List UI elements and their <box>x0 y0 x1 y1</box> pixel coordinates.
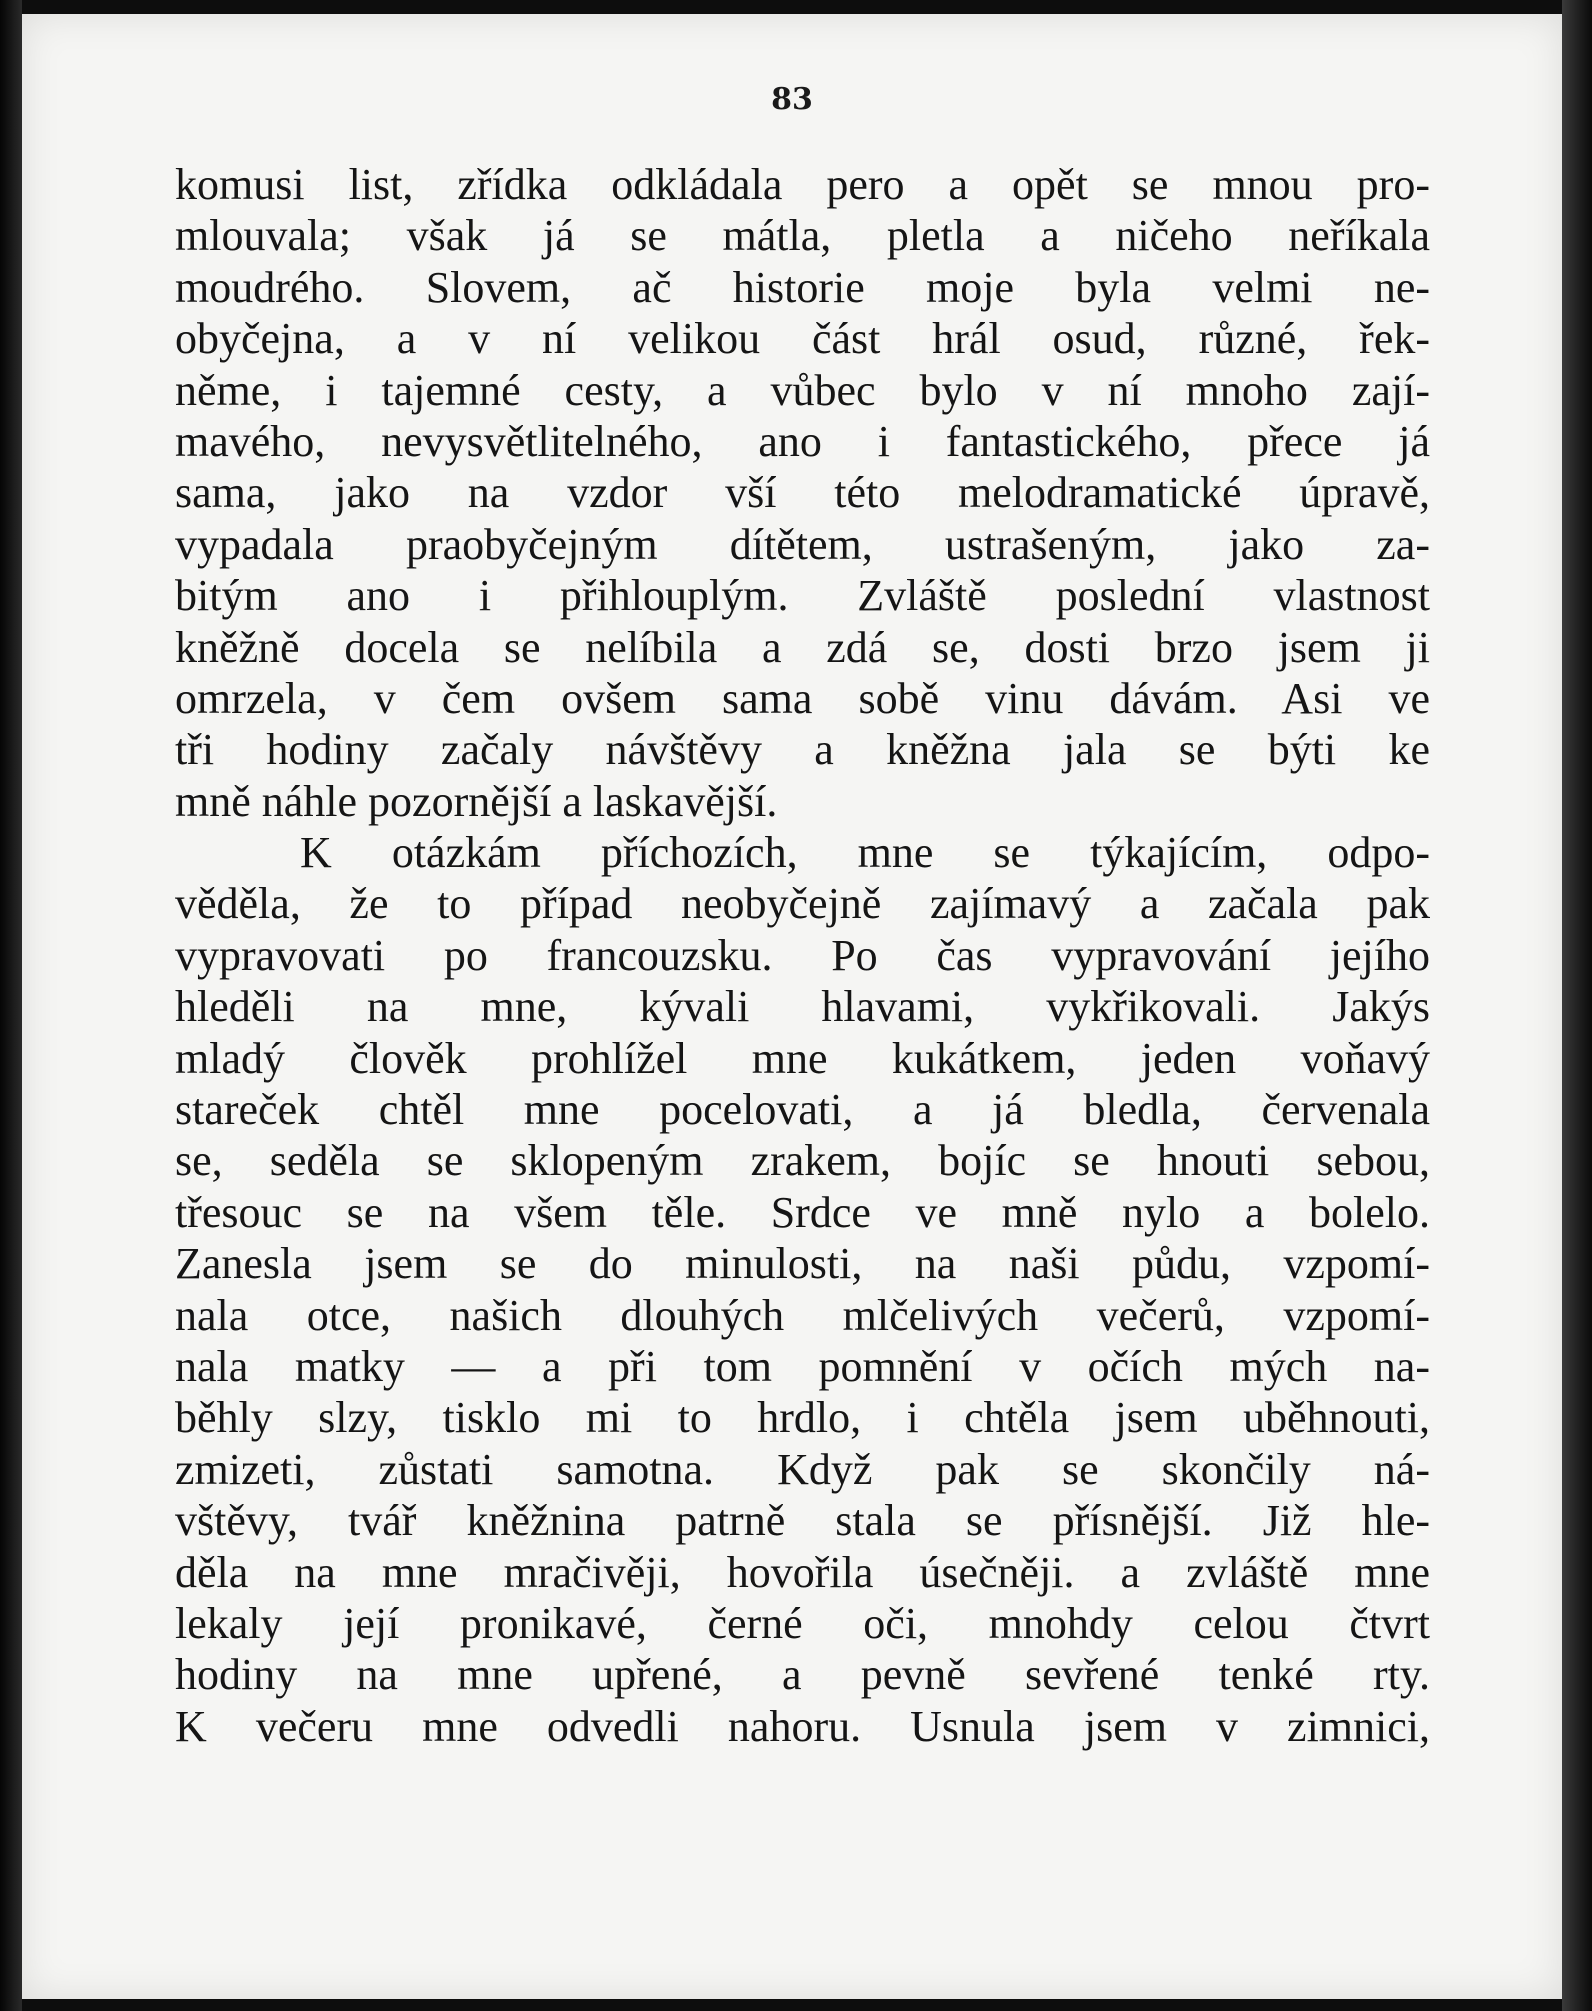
text-line: kněžně docela se nelíbila a zdá se, dosti brzo jsem ji <box>175 622 1430 672</box>
scan-left-edge <box>0 0 22 2011</box>
text-line: lekaly její pronikavé, černé oči, mnohdy celou čtvrt <box>175 1598 1430 1648</box>
text-line: sama, jako na vzdor vší této melodramatické úpravě, <box>175 468 1430 518</box>
text-line: omrzela, v čem ovšem sama sobě vinu dávám. Asi ve <box>175 673 1430 723</box>
text-line: K otázkám příchozích, mne se týkajícím, odpo- <box>300 828 1430 878</box>
text-line: vypravovati po francouzsku. Po čas vypravování jejího <box>175 930 1430 980</box>
text-line: bitým ano i přihlouplým. Zvláště poslední vlastnost <box>175 571 1430 621</box>
text-line: děla na mne mračivěji, hovořila úsečněji. a zvláště mne <box>175 1547 1430 1597</box>
text-line: vštěvy, tvář kněžnina patrně stala se přísnější. Již hle- <box>175 1496 1430 1546</box>
text-line: hleděli na mne, kývali hlavami, vykřikovali. Jakýs <box>175 982 1430 1032</box>
book-page <box>22 14 1562 1999</box>
text-line: mně náhle pozornější a laskavější. <box>175 776 778 826</box>
text-line: nala matky — a při tom pomnění v očích mých na- <box>175 1341 1430 1391</box>
text-line: se, seděla se sklopeným zrakem, bojíc se hnouti sebou, <box>175 1136 1430 1186</box>
body-text <box>175 159 1430 1752</box>
scan-right-edge <box>1562 0 1592 2011</box>
text-line: mavého, nevysvětlitelného, ano i fantastického, přece já <box>175 416 1430 466</box>
text-line: třesouc se na všem těle. Srdce ve mně nylo a bolelo. <box>175 1187 1430 1237</box>
page-number: 83 <box>771 82 813 117</box>
text-line: běhly slzy, tisklo mi to hrdlo, i chtěla jsem uběhnouti, <box>175 1393 1430 1443</box>
text-line: věděla, že to případ neobyčejně zajímavý a začala pak <box>175 879 1430 929</box>
text-line: Zanesla jsem se do minulosti, na naši půdu, vzpomí- <box>175 1239 1430 1289</box>
text-line: mlouvala; však já se mátla, pletla a ničeho neříkala <box>175 211 1430 261</box>
text-line: hodiny na mne upřené, a pevně sevřené tenké rty. <box>175 1650 1430 1700</box>
text-line: stareček chtěl mne pocelovati, a já bledla, červenala <box>175 1085 1430 1135</box>
text-line: nala otce, našich dlouhých mlčelivých večerů, vzpomí- <box>175 1290 1430 1340</box>
text-line: K večeru mne odvedli nahoru. Usnula jsem v zimnici, <box>175 1701 1430 1751</box>
text-line: zmizeti, zůstati samotna. Když pak se skončily ná- <box>175 1444 1430 1494</box>
text-line: moudrého. Slovem, ač historie moje byla velmi ne- <box>175 262 1430 312</box>
text-line: vypadala praobyčejným dítětem, ustrašeným, jako za- <box>175 519 1430 569</box>
text-line: obyčejna, a v ní velikou část hrál osud, různé, řek- <box>175 314 1430 364</box>
text-line: mladý člověk prohlížel mne kukátkem, jeden voňavý <box>175 1033 1430 1083</box>
text-line: komusi list, zřídka odkládala pero a opět se mnou pro- <box>175 160 1430 209</box>
text-line: něme, i tajemné cesty, a vůbec bylo v ní mnoho zají- <box>175 365 1430 415</box>
text-line: tři hodiny začaly návštěvy a kněžna jala se býti ke <box>175 725 1430 775</box>
